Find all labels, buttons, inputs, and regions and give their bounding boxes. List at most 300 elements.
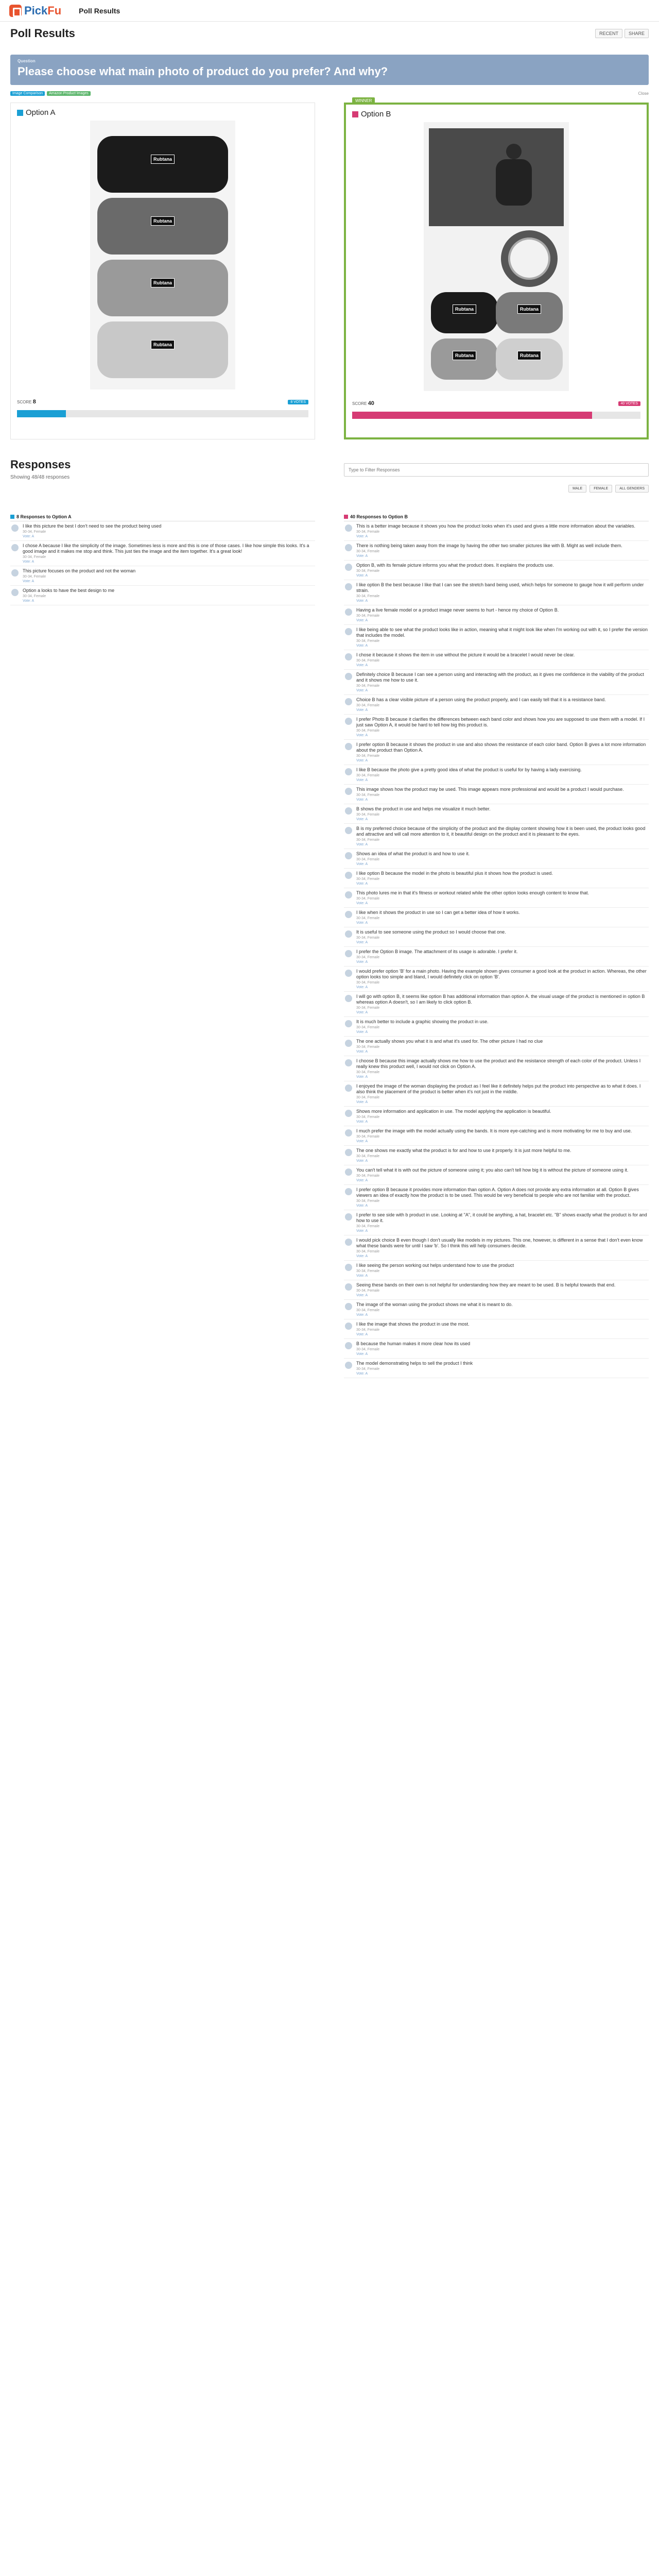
model-body <box>496 159 532 206</box>
response-item <box>344 869 649 888</box>
avatar <box>345 950 352 957</box>
response-vote-link[interactable]: Vote: A <box>356 1229 368 1233</box>
avatar <box>345 872 352 879</box>
response-demographic: 30-34, Female <box>356 1348 380 1351</box>
response-vote-link[interactable]: Vote: A <box>356 1294 368 1297</box>
response-demographic: 30-34, Female <box>356 1199 380 1203</box>
response-item <box>10 586 315 605</box>
recent-button[interactable]: RECENT <box>595 29 622 38</box>
option-b-votes-pill: 40 VOTES <box>618 401 640 406</box>
avatar <box>345 852 352 859</box>
response-body <box>356 1321 649 1336</box>
response-body <box>356 949 649 964</box>
option-a-score-bar <box>17 410 308 417</box>
response-item <box>344 804 649 824</box>
response-demographic: 30-34, Female <box>356 1289 380 1293</box>
band-logo: Rubtana <box>517 351 541 360</box>
avatar <box>345 1188 352 1195</box>
score-label: SCORE <box>352 401 367 406</box>
response-body <box>356 563 649 578</box>
response-item <box>344 605 649 625</box>
response-vote-link[interactable]: Vote: A <box>356 1179 368 1182</box>
options-row <box>10 98 649 439</box>
response-demographic: 30-34, Female <box>356 704 380 707</box>
response-text: I like the image that shows the product in use the most. <box>356 1321 470 1327</box>
response-item <box>344 1081 649 1107</box>
option-a-swatch <box>17 110 23 116</box>
response-body <box>23 543 315 564</box>
band-dark-gray <box>97 198 228 255</box>
response-text: I like seeing the person working out helps understand how to use the product <box>356 1263 514 1268</box>
response-item <box>344 1126 649 1146</box>
response-text: Choice B has a clear visible picture of a person using the product properly, and I can easily tell that it is a resistance band. <box>356 697 606 702</box>
option-b-swatch <box>352 111 358 117</box>
response-demographic: 30-34, Female <box>356 1096 380 1099</box>
female-filter-button[interactable]: FEMALE <box>589 485 612 493</box>
response-vote-link[interactable]: Vote: A <box>356 1100 368 1104</box>
response-text: B shows the product in use and helps me visualize it much better. <box>356 806 491 811</box>
response-item <box>344 1017 649 1037</box>
response-text: The one shows me exactly what the product is for and how to use it properly. It is just more helpful to me. <box>356 1148 571 1153</box>
response-text: I like being able to see what the product looks like in action, meaning what it might look like when I'm working out with it, so I prefer the version that includes the model. <box>356 627 648 638</box>
response-body <box>23 523 315 538</box>
response-vote-link[interactable]: Vote: A <box>356 818 368 821</box>
avatar <box>11 589 19 596</box>
response-vote-link[interactable]: Vote: A <box>356 862 368 866</box>
response-text: B is my preferred choice because of the simplicity of the product and the display content showing how it is been used, the product looks good and attractive and will call more attention to it, it beautiful design on the product and it is pleasant to the eyes. <box>356 826 646 837</box>
response-vote-link[interactable]: Vote: A <box>356 1030 368 1034</box>
response-body <box>356 1039 649 1054</box>
header-row <box>10 22 649 45</box>
response-item <box>344 1300 649 1319</box>
avatar <box>11 524 19 532</box>
responses-section <box>10 458 649 493</box>
response-demographic: 30-34, Female <box>356 858 380 861</box>
option-a-label <box>17 108 56 117</box>
avatar <box>345 1168 352 1176</box>
response-text: This picture focuses on the product and not the woman <box>23 568 136 573</box>
avatar <box>345 768 352 775</box>
response-item <box>344 670 649 695</box>
avatar <box>345 653 352 660</box>
avatar <box>345 1362 352 1369</box>
response-body <box>23 568 315 583</box>
response-vote-link[interactable]: Vote: A <box>356 902 368 905</box>
pickfu-logo[interactable] <box>9 4 61 18</box>
response-text: The image of the woman using the product shows me what it is meant to do. <box>356 1302 513 1307</box>
response-body <box>356 1282 649 1297</box>
response-vote-link[interactable]: Vote: A <box>356 759 368 762</box>
option-a-responses <box>10 512 315 1378</box>
avatar <box>345 718 352 725</box>
response-vote-link[interactable]: Vote: A <box>356 1120 368 1124</box>
response-body <box>356 1019 649 1034</box>
avatar <box>11 569 19 577</box>
response-item <box>344 927 649 947</box>
response-item <box>344 908 649 927</box>
response-body <box>356 806 649 821</box>
response-body <box>356 1148 649 1163</box>
avatar <box>345 743 352 750</box>
response-demographic: 30-34, Female <box>356 877 380 881</box>
response-demographic: 30-34, Female <box>356 1250 380 1253</box>
response-demographic: 30-34, Female <box>356 1269 380 1273</box>
avatar <box>345 970 352 977</box>
response-demographic: 30-34, Female <box>356 981 380 985</box>
response-item <box>344 1165 649 1185</box>
avatar <box>345 524 352 532</box>
response-demographic: 30-34, Female <box>356 754 380 758</box>
avatar <box>345 807 352 815</box>
response-vote-link[interactable]: Vote: A <box>356 921 368 925</box>
response-demographic: 30-34, Female <box>356 838 380 842</box>
logo-mark-icon <box>9 5 22 17</box>
avatar <box>345 1059 352 1066</box>
response-text: I will go with option B, it seems like option B has additional information than option A. the visual usage of the product is mentioned in option B whereas option A doesn't, so I am likely to click option B. <box>356 994 645 1005</box>
responses-header <box>10 458 315 493</box>
responses-filters <box>344 458 649 493</box>
model-head <box>506 144 522 159</box>
avatar <box>345 1110 352 1117</box>
response-body <box>356 1128 649 1143</box>
response-text: There is nothing being taken away from the image by having the other two smaller pictures like with B. Might as well include them. <box>356 543 622 548</box>
band-light-gray <box>431 338 498 380</box>
responses-title: Responses <box>10 458 71 471</box>
avatar <box>345 788 352 795</box>
response-text: Definitely choice B because I can see a person using and interacting with the product, as it gives me confidence in the viability of the product and it shows me how to use it. <box>356 672 644 683</box>
response-item <box>344 1235 649 1261</box>
avatar <box>345 628 352 635</box>
response-body <box>356 717 649 737</box>
share-button[interactable]: SHARE <box>625 29 649 38</box>
response-body <box>356 969 649 989</box>
response-body <box>356 543 649 558</box>
question-kicker: Question <box>18 59 36 63</box>
response-text: I prefer to see side with b product in use. Looking at "A", it could be anything, a hat, bracelet etc. "B" shows exactly what the product is for and how to use it. <box>356 1212 647 1223</box>
response-vote-link[interactable]: Vote: A <box>356 1372 368 1376</box>
response-vote-link[interactable]: Vote: A <box>23 560 34 564</box>
avatar <box>345 891 352 899</box>
avatar <box>345 995 352 1002</box>
avatar <box>345 827 352 834</box>
response-demographic: 30-34, Female <box>356 793 380 797</box>
band-black <box>97 136 228 193</box>
response-text: You can't tell what it is with out the picture of someone using it; you also can't tell how big it is without the picture of someone using it. <box>356 1167 629 1173</box>
response-text: I prefer option B because it provides more information than option A. Option A does not provide any extra information at all. Option B gives viewers an idea of exactly how the product is to be used. This would be very beneficial to people who are not familiar with the product. <box>356 1187 639 1198</box>
response-text: I chose it because it shows the item in use without the picture it would be a bracelet I would never be clear. <box>356 652 575 657</box>
option-b-responses-header <box>344 512 649 521</box>
avatar <box>345 1303 352 1310</box>
response-demographic: 30-34, Female <box>356 897 380 901</box>
avatar <box>345 1239 352 1246</box>
option-a-response-list <box>10 521 315 605</box>
avatar <box>345 1323 352 1330</box>
avatar <box>345 1283 352 1291</box>
header-actions <box>595 29 649 38</box>
response-vote-link[interactable]: Vote: A <box>356 664 368 667</box>
option-b-score-bar <box>352 412 640 419</box>
option-b-score-line <box>352 400 640 406</box>
response-item <box>344 1107 649 1126</box>
response-body <box>356 851 649 866</box>
response-body <box>356 1341 649 1356</box>
band-logo: Rubtana <box>517 304 541 314</box>
response-body <box>356 1263 649 1278</box>
response-demographic: 30-34, Female <box>356 1026 380 1029</box>
response-item <box>344 1210 649 1235</box>
band-logo: Rubtana <box>151 340 175 349</box>
response-demographic: 30-34, Female <box>356 1115 380 1119</box>
response-vote-link[interactable]: Vote: A <box>356 689 368 692</box>
response-vote-link[interactable]: Vote: A <box>23 599 34 603</box>
close-link[interactable]: Close <box>638 91 649 96</box>
response-demographic: 30-34, Female <box>356 659 380 663</box>
response-item <box>344 888 649 908</box>
response-demographic: 30-34, Female <box>356 1309 380 1312</box>
response-item <box>344 1037 649 1056</box>
response-text: The one actually shows you what it is and what it's used for. The other picture I had no clue <box>356 1039 543 1044</box>
band-gray <box>97 260 228 316</box>
band-logo: Rubtana <box>453 304 476 314</box>
avatar <box>345 544 352 551</box>
logo-accent: Fu <box>47 4 62 17</box>
response-vote-link[interactable]: Vote: A <box>356 1050 368 1054</box>
male-filter-button[interactable]: MALE <box>568 485 586 493</box>
response-text: This image shows how the product may be used. This image appears more professional and would be a product I would purchase. <box>356 787 624 792</box>
score-label: SCORE <box>17 400 32 404</box>
response-demographic: 30-34, Female <box>356 1155 380 1158</box>
avatar <box>345 698 352 705</box>
response-demographic: 30-34, Female <box>356 936 380 940</box>
response-item <box>344 561 649 580</box>
response-demographic: 30-34, Female <box>356 1071 380 1074</box>
response-body <box>356 890 649 905</box>
response-item <box>344 650 649 670</box>
response-vote-link[interactable]: Vote: A <box>356 1075 368 1079</box>
avatar <box>345 1084 352 1092</box>
response-vote-link[interactable]: Vote: A <box>356 619 368 622</box>
response-text: I like this picture the best I don't need to see the product being used <box>23 523 162 529</box>
response-body <box>356 929 649 944</box>
avatar <box>345 1213 352 1221</box>
response-demographic: 30-34, Female <box>356 729 380 733</box>
response-text: I like option B the best because I like that I can see the stretch band being used, which helps for someone to gauge how it will perform under strain. <box>356 582 644 593</box>
band-logo: Rubtana <box>151 216 175 226</box>
response-body <box>356 1109 649 1124</box>
response-vote-link[interactable]: Vote: A <box>356 778 368 782</box>
response-demographic: 30-34, Female <box>356 530 380 534</box>
response-vote-link[interactable]: Vote: A <box>356 1011 368 1014</box>
response-demographic: 30-34, Female <box>356 1225 380 1228</box>
response-body <box>356 652 649 667</box>
option-b-responses <box>344 512 649 1378</box>
avatar <box>345 608 352 616</box>
option-a-image <box>90 121 235 389</box>
option-a-score-text <box>17 399 36 405</box>
response-vote-link[interactable]: Vote: A <box>356 798 368 802</box>
response-item <box>344 785 649 804</box>
response-vote-link[interactable]: Vote: A <box>356 644 368 648</box>
option-a-score: 8 <box>32 399 36 405</box>
avatar <box>345 673 352 680</box>
response-body <box>356 627 649 648</box>
response-text: I prefer option B because it shows the product in use and also shows the resistance of each color band. Option B gives a lot more information about the product than Option A. <box>356 742 646 753</box>
response-item <box>10 566 315 586</box>
response-body <box>356 871 649 886</box>
response-vote-link[interactable]: Vote: A <box>356 960 368 964</box>
response-vote-link[interactable]: Vote: A <box>356 574 368 578</box>
response-body <box>356 1083 649 1104</box>
avatar <box>345 1149 352 1156</box>
response-item <box>344 1146 649 1165</box>
response-demographic: 30-34, Female <box>356 813 380 817</box>
response-body <box>356 787 649 802</box>
response-vote-link[interactable]: Vote: A <box>356 599 368 603</box>
response-vote-link[interactable]: Vote: A <box>23 535 34 538</box>
top-navbar <box>0 0 659 22</box>
response-vote-link[interactable]: Vote: A <box>356 1204 368 1208</box>
response-vote-link[interactable]: Vote: A <box>356 1255 368 1258</box>
band-logo: Rubtana <box>453 351 476 360</box>
response-vote-link[interactable]: Vote: A <box>356 941 368 944</box>
option-b-image <box>424 122 569 391</box>
response-item <box>344 765 649 785</box>
response-item <box>344 1359 649 1378</box>
response-text: Shows more information and application in use. The model applying the application is beautiful. <box>356 1109 551 1114</box>
response-text: I like B because the photo give a pretty good idea of what the product is useful for by having a lady exercising. <box>356 767 582 772</box>
response-body <box>356 910 649 925</box>
option-b-score-fill <box>352 412 592 419</box>
tag-image-comparison[interactable]: Image Comparison <box>10 91 45 96</box>
response-text: I enjoyed the image of the woman displaying the product as I feel like it definitely helps put the product into perspective as to what it does. I also think the placement of the product is better when it's not just in the middle. <box>356 1083 641 1094</box>
response-demographic: 30-34, Female <box>356 550 380 553</box>
response-demographic: 30-34, Female <box>23 555 46 559</box>
response-text: I prefer Photo B because it clarifies the differences between each band color and shows how you are supposed to use them with a model. If I just saw Option A, it would be hard to tell how big this product is. <box>356 717 645 727</box>
response-vote-link[interactable]: Vote: A <box>356 1313 368 1317</box>
response-text: This is a better image because it shows you how the product looks when it's used and gives a little more information about the variables. <box>356 523 636 529</box>
question-text: Please choose what main photo of product do you prefer? And why? <box>18 65 388 78</box>
response-body <box>356 1058 649 1079</box>
response-body <box>23 588 315 603</box>
response-text: The model demonstrating helps to sell the product I think <box>356 1361 473 1366</box>
option-a-card[interactable] <box>10 103 315 439</box>
response-text: I like when it shows the product in use so I can get a better idea of how it works. <box>356 910 520 915</box>
responses-count: Showing 48/48 responses <box>10 474 70 480</box>
response-demographic: 30-34, Female <box>356 639 380 643</box>
response-demographic: 30-34, Female <box>23 575 46 579</box>
avatar <box>345 1020 352 1027</box>
response-vote-link[interactable]: Vote: A <box>356 843 368 846</box>
response-text: I chose A because I like the simplicity of the image. Sometimes less is more and this is one of those cases. I like how simple this looks. It's a good image and it makes me stop and think. This just ties the image and the item together. It's a great look! <box>23 543 309 554</box>
response-body <box>356 1361 649 1376</box>
response-body <box>356 1238 649 1258</box>
response-item <box>344 824 649 849</box>
response-item <box>10 541 315 566</box>
response-vote-link[interactable]: Vote: A <box>356 535 368 538</box>
avatar <box>345 583 352 590</box>
response-vote-link[interactable]: Vote: A <box>356 1159 368 1163</box>
response-item <box>344 1261 649 1280</box>
response-body <box>356 1212 649 1233</box>
response-item <box>10 521 315 541</box>
response-vote-link[interactable]: Vote: A <box>356 734 368 737</box>
response-text: Seeing these bands on their own is not helpful for understanding how they are meant to be used. B is helpful towards that end. <box>356 1282 616 1287</box>
avatar <box>345 1129 352 1137</box>
response-vote-link[interactable]: Vote: A <box>356 708 368 712</box>
band-logo: Rubtana <box>151 155 175 164</box>
response-text: It is much better to include a graphic showing the product in use. <box>356 1019 489 1024</box>
filter-responses-input[interactable] <box>344 463 649 477</box>
response-vote-link[interactable]: Vote: A <box>356 1140 368 1143</box>
response-vote-link[interactable]: Vote: A <box>356 554 368 558</box>
option-b-score-text <box>352 400 374 406</box>
response-item <box>344 1339 649 1359</box>
response-item <box>344 967 649 992</box>
response-vote-link[interactable]: Vote: A <box>356 986 368 989</box>
model-photo <box>429 128 564 226</box>
page-content <box>0 22 659 1378</box>
response-demographic: 30-34, Female <box>356 1328 380 1332</box>
response-text: I like option B because the model in the photo is beautiful plus it shows how the product is used. <box>356 871 553 876</box>
response-body <box>356 994 649 1014</box>
avatar <box>345 930 352 938</box>
option-b-responses-title: 40 Responses to Option B <box>350 514 408 519</box>
logo-main: Pick <box>24 4 48 17</box>
response-body <box>356 582 649 603</box>
response-vote-link[interactable]: Vote: A <box>356 1333 368 1336</box>
response-item <box>344 541 649 561</box>
response-text: It is useful to see someone using the product so I would choose that one. <box>356 929 506 935</box>
response-demographic: 30-34, Female <box>356 1006 380 1010</box>
bands-circle-image <box>501 230 558 287</box>
response-item <box>344 625 649 650</box>
response-vote-link[interactable]: Vote: A <box>356 1352 368 1356</box>
logo-text <box>24 4 61 18</box>
response-item <box>344 580 649 605</box>
option-b-response-list <box>344 521 649 1378</box>
winner-badge: WINNER <box>352 97 375 104</box>
response-item <box>344 1185 649 1210</box>
option-a-title: Option A <box>26 108 56 117</box>
band-gray <box>496 292 563 333</box>
response-demographic: 30-34, Female <box>356 595 380 598</box>
response-item <box>344 849 649 869</box>
response-item <box>344 947 649 967</box>
avatar <box>345 1040 352 1047</box>
option-a-score-line <box>17 399 308 405</box>
all-genders-filter-button[interactable]: ALL GENDERS <box>615 485 649 493</box>
response-text: B because the human makes it more clear how its used <box>356 1341 471 1346</box>
response-demographic: 30-34, Female <box>23 595 46 598</box>
avatar <box>345 564 352 571</box>
tag-amazon-product-images[interactable]: Amazon Product Images <box>47 91 91 96</box>
response-body <box>356 523 649 538</box>
response-vote-link[interactable]: Vote: A <box>356 1274 368 1278</box>
response-body <box>356 607 649 622</box>
response-text: I would pick choice B even though I don't usually like models in my pictures. This one, however, is different in a sense that I don't even know what these bands were for until I saw 'b'. So I think this will help consumers decide. <box>356 1238 643 1248</box>
response-demographic: 30-34, Female <box>356 917 380 920</box>
option-b-card[interactable] <box>344 98 649 439</box>
response-demographic: 30-34, Female <box>356 1045 380 1049</box>
response-demographic: 30-34, Female <box>356 1174 380 1178</box>
response-vote-link[interactable]: Vote: A <box>356 882 368 886</box>
response-vote-link[interactable]: Vote: A <box>23 580 34 583</box>
option-a-responses-header <box>10 512 315 521</box>
response-demographic: 30-34, Female <box>356 1367 380 1371</box>
response-item <box>344 740 649 765</box>
response-body <box>356 1167 649 1182</box>
response-text: I prefer the Option B image. The attachment of its usage is adorable. I prefer it. <box>356 949 518 954</box>
